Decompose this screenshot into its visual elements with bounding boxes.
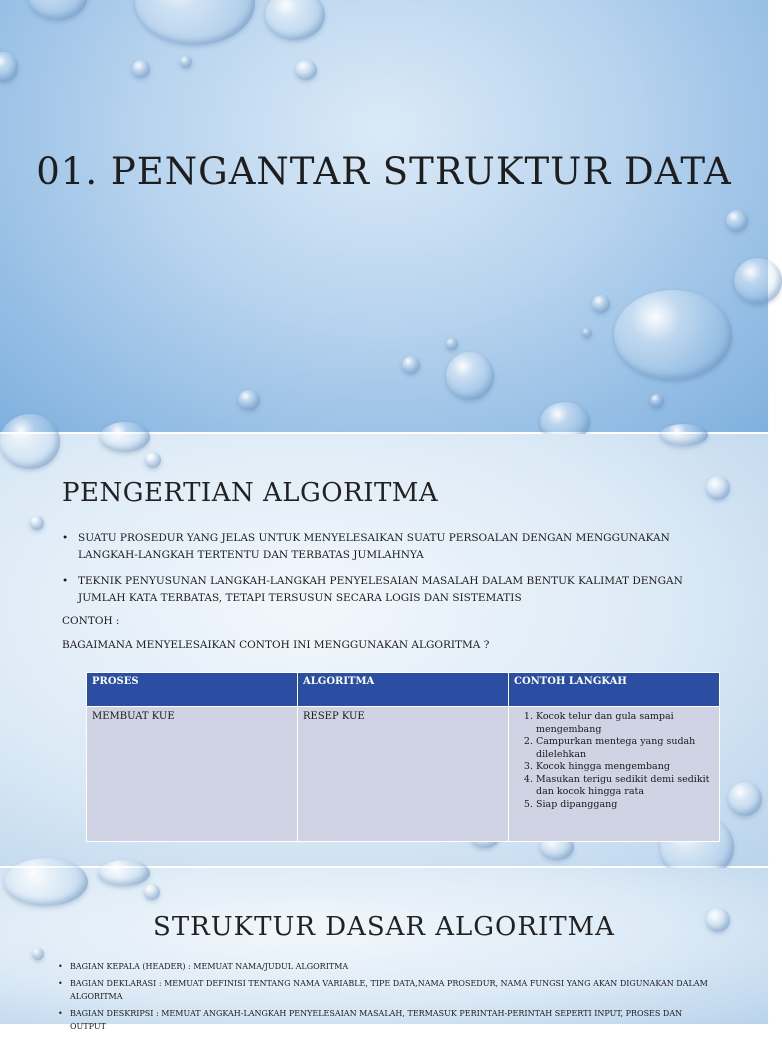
water-drop-decoration — [144, 884, 160, 900]
water-drop-decoration — [614, 290, 732, 380]
table-cell — [509, 707, 720, 842]
water-drop-decoration — [100, 422, 150, 452]
water-drop-decoration — [132, 60, 150, 78]
step-item: 4. Masukan terigu sedikit demi sedikit dan kocok hingga rata — [536, 774, 714, 799]
list-item: • BAGIAN DEKLARASI : MEMUAT DEFINISI TENTANG NAMA VARIABLE, TIPE DATA,NAMA PROSEDUR, NAMA FUNGSI YANG AKAN DIGUNAKAN DALAM ALGORITMA — [58, 977, 718, 1003]
water-drop-decoration — [135, 0, 255, 45]
water-drop-decoration — [734, 258, 782, 304]
water-drop-decoration — [32, 948, 44, 960]
water-drop-decoration — [238, 390, 260, 410]
water-drop-decoration — [0, 52, 18, 82]
column-header: CONTOH LANGKAH — [509, 673, 720, 707]
step-item: 5. Siap dipanggang — [536, 799, 714, 812]
water-drop-decoration — [592, 295, 610, 313]
table-header-row — [87, 673, 720, 707]
slide-title — [0, 0, 768, 432]
slide-struktur-dasar — [0, 868, 768, 1031]
water-drop-decoration — [28, 0, 88, 20]
column-header: PROSES — [87, 673, 298, 707]
list-item: • BAGIAN KEPALA (HEADER) : MEMUAT NAMA/JUDUL ALGORITMA — [58, 960, 718, 973]
water-drop-decoration — [446, 338, 458, 350]
contoh-label: CONTOH : — [62, 615, 120, 627]
section-title: PENGERTIAN ALGORITMA — [62, 478, 439, 508]
water-drop-decoration — [0, 414, 60, 469]
page-title: 01. PENGANTAR STRUKTUR DATA — [36, 150, 732, 193]
list-item: • SUATU PROSEDUR YANG JELAS UNTUK MENYELESAIKAN SUATU PERSOALAN DENGAN MENGGUNAKAN LANGKAH-LANGKAH TERTENTU DAN TERBATAS JUMLAHNYA — [62, 530, 712, 564]
water-drop-decoration — [4, 858, 88, 906]
water-drop-decoration — [726, 210, 748, 232]
water-drop-decoration — [265, 0, 325, 40]
step-item: 1. Kocok telur dan gula sampai mengembang — [536, 711, 714, 736]
question-text: BAGAIMANA MENYELESAIKAN CONTOH INI MENGGUNAKAN ALGORITMA ? — [62, 639, 490, 651]
structure-list — [58, 960, 718, 1037]
step-item: 2. Campurkan mentega yang sudah dilelehkan — [536, 736, 714, 761]
table-cell: RESEP KUE — [298, 707, 509, 842]
water-drop-decoration — [650, 394, 664, 408]
water-drop-decoration — [180, 56, 192, 68]
definition-list — [62, 530, 712, 616]
steps-list — [514, 711, 714, 811]
water-drop-decoration — [706, 476, 730, 500]
water-drop-decoration — [728, 782, 762, 816]
list-item: • BAGIAN DESKRIPSI : MEMUAT ANGKAH-LANGKAH PENYELESAIAN MASALAH, TERMASUK PERINTAH-PERINTAH SEPERTI INPUT, PROSES DAN OUTPUT — [58, 1007, 718, 1033]
water-drop-decoration — [145, 452, 161, 468]
water-drop-decoration — [402, 356, 420, 374]
table-row — [87, 707, 720, 842]
table-cell: MEMBUAT KUE — [87, 707, 298, 842]
slide-pengertian-algoritma — [0, 434, 768, 866]
section-title: STRUKTUR DASAR ALGORITMA — [153, 912, 615, 942]
list-item: • TEKNIK PENYUSUNAN LANGKAH-LANGKAH PENYELESAIAN MASALAH DALAM BENTUK KALIMAT DENGAN JUMLAH KATA TERBATAS, TETAPI TERSUSUN SECARA LOGIS DAN SISTEMATIS — [62, 573, 712, 607]
column-header: ALGORITMA — [298, 673, 509, 707]
water-drop-decoration — [30, 516, 44, 530]
algorithm-table — [86, 672, 720, 842]
water-drop-decoration — [660, 424, 708, 446]
water-drop-decoration — [446, 352, 494, 400]
water-drop-decoration — [295, 60, 317, 80]
step-item: 3. Kocok hingga mengembang — [536, 761, 714, 774]
water-drop-decoration — [582, 328, 592, 338]
water-drop-decoration — [98, 860, 150, 886]
